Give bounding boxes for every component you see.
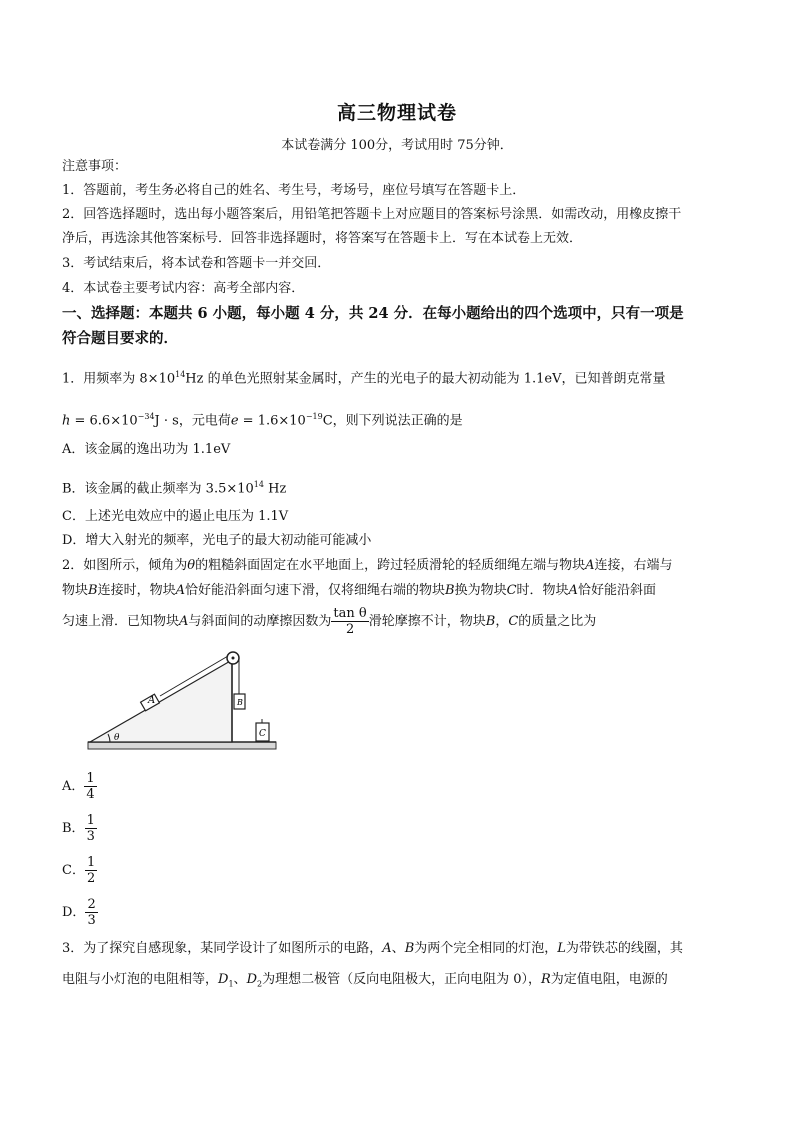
question-3-stem: 3．为了探究自感现象，某同学设计了如图所示的电路，A、B为两个完全相同的灯泡，L为带铁芯的线圈，其 <box>62 941 683 956</box>
option-a: A．该金属的逸出功为 1.1eV <box>62 442 231 457</box>
question-3-stem-cont: 电阻与小灯泡的电阻相等，$D_1$、$D_2$为理想二极管（反向电阻极大，正向电阻为 0），R为定值电阻，电源的 <box>62 972 668 989</box>
option-a: A． $\frac{1}{4}$ <box>62 771 95 802</box>
note-item: 2．回答选择题时，选出每小题答案后，用铅笔把答题卡上对应题目的答案标号涂黑．如需改动，用橡皮擦干 <box>62 207 682 222</box>
page-title: 高三物理试卷 <box>336 102 457 124</box>
option-c: C．上述光电效应中的遏止电压为 1.1V <box>62 509 289 524</box>
note-item: 1．答题前，考生务必将自己的姓名、考生号，考场号，座位号填写在答题卡上． <box>62 183 526 198</box>
page-subtitle: 本试卷满分 100分，考试用时 75分钟． <box>281 138 513 153</box>
note-item: 4．本试卷主要考试内容：高考全部内容． <box>62 281 305 296</box>
label-c: C <box>259 729 266 739</box>
question-2-stem: 2．如图所示，倾角为θ的粗糙斜面固定在水平地面上，跨过轻质滑轮的轻质细绳左端与物块A连接，右端与 <box>62 558 673 573</box>
label-b: B <box>237 698 243 707</box>
notes-heading: 注意事项： <box>62 159 128 174</box>
section-heading: 一、选择题：本题共 6 小题，每小题 4 分，共 24 分．在每小题给出的四个选项中，只有一项是 <box>62 305 684 322</box>
note-item: 3．考试结束后，将本试卷和答题卡一并交回． <box>62 256 331 271</box>
option-d: D． $\frac{2}{3}$ <box>62 897 96 928</box>
label-a: A <box>148 695 156 706</box>
question-1-stem: 1．用频率为 $8\times 10^{14}Hz$ 的单色光照射某金属时，产生的光电子的最大初动能为 1.1eV，已知普朗克常量 <box>62 370 666 387</box>
label-theta: θ <box>114 733 120 743</box>
option-d: D．增大入射光的频率，光电子的最大初动能可能减小 <box>62 533 372 548</box>
question-1-stem-cont: $h = 6.6\times 10^{-34}J \cdot s$，元电荷$e = 1.6\times 10^{-19}C$，则下列说法正确的是 <box>62 412 463 429</box>
friction-fraction: $\frac{\text{tan θ}}{2}$ <box>333 606 367 637</box>
question-2-stem-cont: 物块B连接时，物块A恰好能沿斜面匀速下滑，仅将细绳右端的物块B换为物块C时．物块A恰好能沿斜面 <box>62 583 656 598</box>
section-heading-cont: 符合题目要求的． <box>62 330 178 347</box>
option-b: B． $\frac{1}{3}$ <box>62 813 95 844</box>
ground <box>88 742 276 749</box>
note-item: 净后，再选涂其他答案标号．回答非选择题时，将答案写在答题卡上．写在本试卷上无效． <box>62 231 583 246</box>
incline <box>90 660 232 742</box>
option-c: C． $\frac{1}{2}$ <box>62 855 96 886</box>
question-2-stem-cont2: 匀速上滑．已知物块A与斜面间的动摩擦因数为 $\frac{\text{tan θ}}{2}$ 滑轮摩擦不计，物块B，C的质量之比为 <box>62 606 597 637</box>
option-b: B．该金属的截止频率为 $3.5\times 10^{14}$ Hz <box>62 480 287 497</box>
incline-pulley-figure <box>80 650 290 758</box>
